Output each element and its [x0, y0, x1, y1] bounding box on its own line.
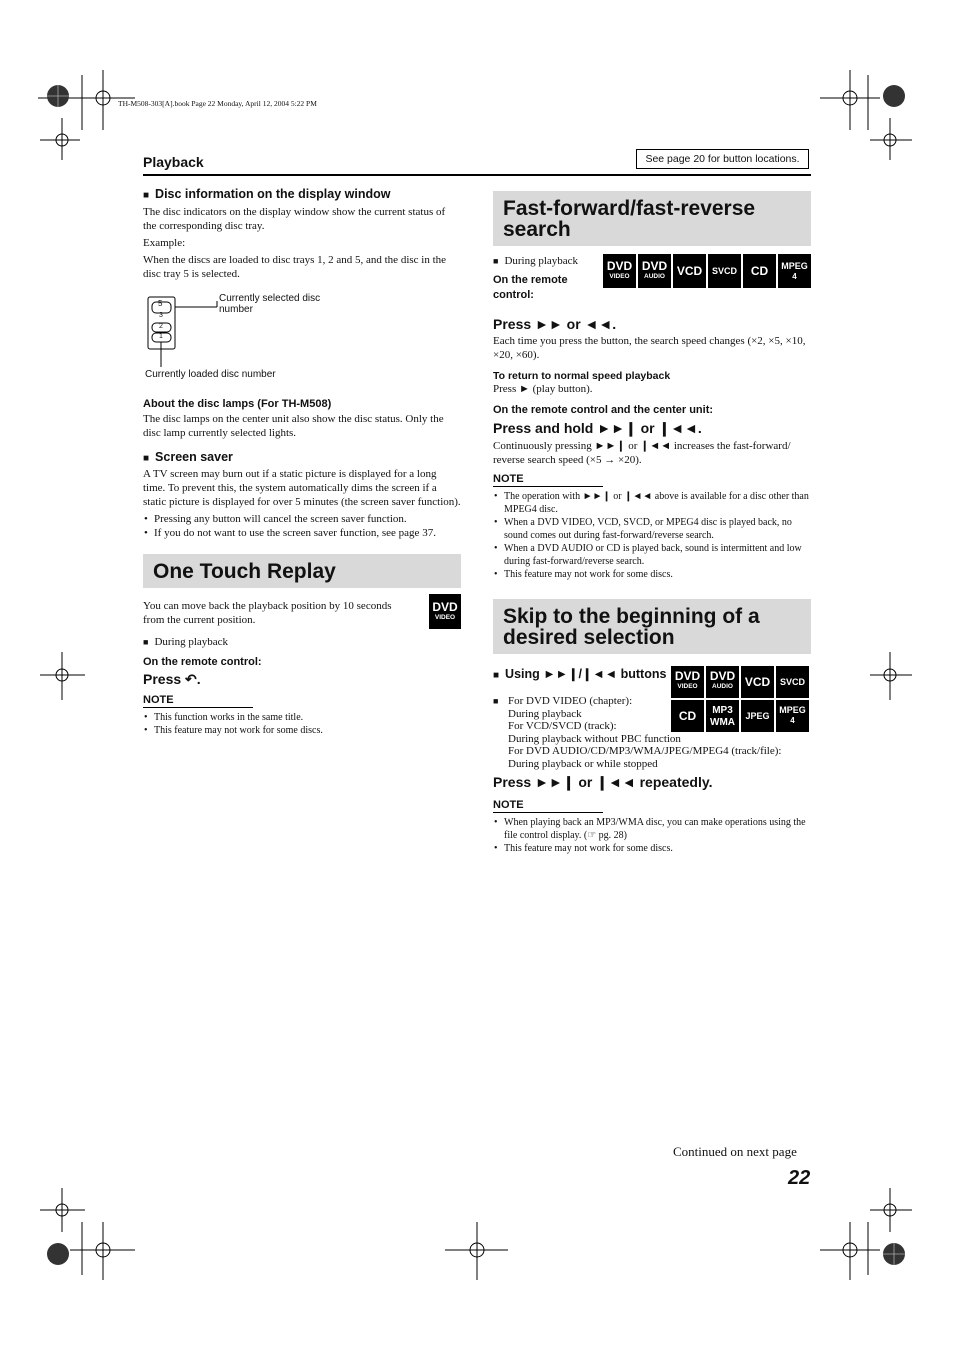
note-heading: NOTE	[493, 799, 603, 813]
list-item: • This feature may not work for some discs.	[493, 568, 811, 581]
skip-press: Press ►►❙ or ❙◄◄ repeatedly.	[493, 774, 713, 790]
ff-disc-badges	[603, 254, 811, 288]
one-touch-notes	[143, 711, 461, 737]
disc-info-heading: ■ Disc information on the display window	[143, 187, 391, 201]
disc-display-figure	[143, 287, 461, 392]
disc-badge-mpeg-4: MPEG 4	[776, 700, 809, 732]
list-item: • Pressing any button will cancel the screen saver function.	[143, 512, 461, 526]
disc-badge-dvd-audio: DVD AUDIO	[638, 254, 671, 288]
disc-badge-jpeg: JPEG	[741, 700, 774, 732]
display-digit-3: 3	[159, 312, 163, 319]
one-touch-title: One Touch Replay	[143, 554, 461, 588]
disc-badge-cd: CD	[743, 254, 776, 288]
example-label: Example:	[143, 237, 186, 249]
ff-on-both: On the remote control and the center unit:	[493, 404, 714, 416]
list-item: • If you do not want to use the screen saver function, see page 37.	[143, 526, 461, 540]
ff-hold-text: Continuously pressing ►►❙ or ❙◄◄ increases the fast-forward/ reverse search speed (×5 → ×20).	[493, 440, 791, 466]
ff-during: ■ During playback	[493, 255, 579, 267]
book-info: TH-M508-303[A].book Page 22 Monday, April 12, 2004 5:22 PM	[118, 99, 317, 108]
left-column	[143, 187, 461, 737]
display-digit-5: 5	[158, 299, 163, 308]
see-page-box: See page 20 for button locations.	[636, 149, 809, 169]
note-heading: NOTE	[143, 694, 253, 708]
skip-cond-line: During playback	[508, 707, 582, 720]
lamps-heading: About the disc lamps (For TH-M508)	[143, 398, 332, 410]
skip-title: Skip to the beginning of a desired selection	[493, 599, 811, 654]
ff-normal-text: Press ► (play button).	[493, 383, 593, 395]
callout-selected: Currently selected disc number	[219, 293, 321, 315]
header-rule	[143, 174, 811, 176]
callout-loaded: Currently loaded disc number	[145, 369, 276, 380]
ff-during-row	[493, 254, 811, 310]
section-label: Playback	[143, 154, 204, 170]
ff-press-hold: Press and hold ►►❙ or ❙◄◄.	[493, 420, 702, 436]
skip-cond-line: For DVD VIDEO (chapter):	[508, 695, 633, 707]
skip-using-heading: ■ Using ►►❙/❙◄◄ buttons	[493, 667, 667, 681]
disc-badge-vcd: VCD	[741, 666, 774, 698]
disc-badge-svcd: SVCD	[708, 254, 741, 288]
ff-notes	[493, 490, 811, 581]
skip-cond-line: For DVD AUDIO/CD/MP3/WMA/JPEG/MPEG4 (track/file):	[508, 745, 782, 757]
disc-info-text: The disc indicators on the display window show the current status of the corresponding disc tray.	[143, 206, 446, 232]
skip-cond-line: During playback without PBC function	[508, 732, 681, 745]
skip-body	[493, 666, 811, 855]
one-touch-body	[143, 599, 461, 737]
screen-saver-text: A TV screen may burn out if a static picture is displayed for a long time. To prevent this, the system automatically dims the screen if a static picture is displayed for over 5 minutes (the screen saver function).	[143, 468, 461, 508]
right-column	[493, 191, 811, 855]
skip-notes	[493, 816, 811, 855]
skip-cond-line: For VCD/SVCD (track):	[508, 720, 617, 732]
replay-icon: ↶	[185, 671, 197, 687]
ff-title: Fast-forward/fast-reverse search	[493, 191, 811, 246]
disc-badge-dvd-video: DVD VIDEO	[671, 666, 704, 698]
list-item: • This feature may not work for some discs.	[493, 842, 811, 855]
list-item: • This feature may not work for some discs.	[143, 724, 461, 737]
list-item: • When a DVD VIDEO, VCD, SVCD, or MPEG4 disc is played back, no sound comes out during fast-forward/reverse search.	[493, 516, 811, 542]
lamps-text: The disc lamps on the center unit also show the disc status. Only the disc lamp currently selected lights.	[143, 413, 444, 439]
ff-normal-heading: To return to normal speed playback	[493, 370, 671, 382]
disc-badge-dvd-video: DVD VIDEO	[603, 254, 636, 288]
continued-note: Continued on next page	[673, 1144, 797, 1159]
disc-badge-cd: CD	[671, 700, 704, 732]
ff-press: Press ►► or ◄◄.	[493, 316, 617, 332]
skip-conditions: ■ For DVD VIDEO (chapter): During playback For VCD/SVCD (track): During playback without PBC function For DVD AUDIO/CD/MP3/WMA/JPEG/MPEG4 (track/file): During playback or while stopped	[493, 695, 811, 770]
example-text: When the discs are loaded to disc trays 1, 2 and 5, and the disc in the disc tray 5 is selected.	[143, 254, 447, 280]
display-digit-2: 2	[159, 323, 163, 330]
ff-speed-text: Each time you press the button, the search speed changes (×2, ×5, ×10, ×20, ×60).	[493, 335, 806, 361]
one-touch-during: ■ During playback	[143, 636, 229, 648]
disc-badge-svcd: SVCD	[776, 666, 809, 698]
one-touch-press: Press ↶.	[143, 671, 201, 687]
list-item: • When a DVD AUDIO or CD is played back, sound is intermittent and low during fast-forward/reverse search.	[493, 542, 811, 568]
page-number: 22	[788, 1167, 811, 1189]
one-touch-text: You can move back the playback position by 10 seconds from the current position.	[143, 600, 392, 626]
disc-badge-mp3-wma: MP3 WMA	[706, 700, 739, 732]
disc-badge-dvd-audio: DVD AUDIO	[706, 666, 739, 698]
display-digit-1: 1	[159, 333, 163, 340]
disc-badge-mpeg-4: MPEG 4	[778, 254, 811, 288]
screen-saver-heading: ■ Screen saver	[143, 450, 233, 464]
ff-on-remote: On the remote control:	[493, 274, 568, 301]
skip-cond-line: During playback or while stopped	[508, 757, 658, 770]
note-heading: NOTE	[493, 473, 603, 487]
list-item: • The operation with ►►❙ or ❙◄◄ above is available for a disc other than MPEG4 disc.	[493, 490, 811, 516]
list-item: • This function works in the same title.	[143, 711, 461, 724]
screen-saver-list	[143, 512, 461, 540]
disc-badge-vcd: VCD	[673, 254, 706, 288]
one-touch-on-remote: On the remote control:	[143, 656, 262, 668]
list-item: • When playing back an MP3/WMA disc, you can make operations using the file control display. (☞ pg. 28)	[493, 816, 811, 842]
dvd-video-badge: DVD VIDEO	[429, 594, 461, 629]
